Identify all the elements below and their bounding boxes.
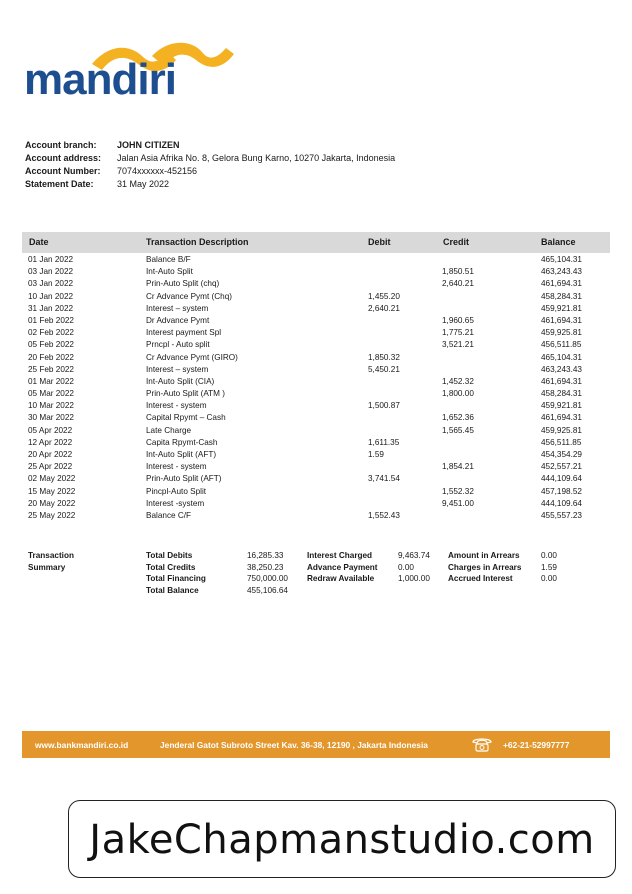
- row-balance: 459,921.81: [541, 303, 582, 313]
- table-row: [22, 400, 610, 412]
- row-debit: 1,500.87: [368, 401, 400, 411]
- row-date: 05 Feb 2022: [28, 340, 74, 350]
- account-number-row: [25, 165, 395, 178]
- summary-title-line2: Summary: [28, 563, 66, 572]
- total-financing-value: 750,000.00: [247, 574, 288, 583]
- table-row: [22, 437, 610, 449]
- row-balance: 459,925.81: [541, 425, 582, 435]
- row-balance: 458,284.31: [541, 389, 582, 399]
- row-description: Int-Auto Split: [146, 267, 193, 277]
- row-description: Interest -system: [146, 498, 205, 508]
- row-date: 10 Jan 2022: [28, 291, 74, 301]
- table-row: [22, 339, 610, 351]
- row-date: 31 Jan 2022: [28, 303, 74, 313]
- table-row: [22, 388, 610, 400]
- total-balance-value: 455,106.64: [247, 586, 288, 595]
- row-description: Pincpl-Auto Split: [146, 486, 207, 496]
- row-debit: 1,850.32: [368, 352, 400, 362]
- row-balance: 456,511.85: [541, 340, 582, 350]
- row-date: 05 Apr 2022: [28, 425, 73, 435]
- row-date: 01 Mar 2022: [28, 376, 74, 386]
- account-number-value: 7074xxxxxx-452156: [117, 166, 198, 176]
- account-branch-row: [25, 139, 395, 152]
- account-address-label: Account address:: [25, 153, 102, 163]
- summary-title-line1: Transaction: [28, 551, 74, 560]
- row-description: Cr Advance Pymt (Chq): [146, 291, 232, 301]
- row-debit: 1,552.43: [368, 510, 400, 520]
- row-balance: 444,109.64: [541, 498, 582, 508]
- row-description: Interest payment Spl: [146, 328, 222, 338]
- table-row: [22, 510, 610, 522]
- row-balance: 455,557.23: [541, 510, 582, 520]
- row-debit: 5,450.21: [368, 364, 400, 374]
- row-date: 25 Feb 2022: [28, 364, 74, 374]
- row-description: Interest – system: [146, 364, 209, 374]
- table-row: [22, 364, 610, 376]
- table-row: [22, 473, 610, 485]
- table-row: [22, 278, 610, 290]
- row-debit: 2,640.21: [368, 303, 400, 313]
- total-debits-label: Total Debits: [146, 551, 193, 560]
- header-credit: Credit: [443, 237, 470, 247]
- row-balance: 457,198.52: [541, 486, 582, 496]
- table-row: [22, 486, 610, 498]
- amount-in-arrears-value: 0.00: [541, 551, 557, 560]
- row-balance: 461,694.31: [541, 376, 582, 386]
- table-row: [22, 498, 610, 510]
- transactions-table-header: [22, 232, 610, 253]
- header-date: Date: [29, 237, 49, 247]
- table-row: [22, 461, 610, 473]
- table-row: [22, 449, 610, 461]
- row-credit: 1,565.45: [442, 425, 474, 435]
- table-row: [22, 266, 610, 278]
- row-date: 03 Jan 2022: [28, 267, 74, 277]
- row-credit: 9,451.00: [442, 498, 474, 508]
- statement-date-row: [25, 178, 395, 191]
- table-row: [22, 327, 610, 339]
- header-description: Transaction Description: [146, 237, 249, 247]
- row-description: Int-Auto Split (AFT): [146, 450, 217, 459]
- watermark-text: JakeChapmanstudio.com: [89, 817, 595, 863]
- row-description: Dr Advance Pymt: [146, 315, 210, 325]
- row-date: 03 Jan 2022: [28, 279, 74, 289]
- account-branch-label: Account branch:: [25, 140, 97, 150]
- row-balance: 459,925.81: [541, 328, 582, 338]
- row-balance: 452,557.21: [541, 462, 582, 472]
- account-branch-value: JOHN CITIZEN: [117, 140, 180, 150]
- table-row: [22, 315, 610, 327]
- table-row: [22, 303, 610, 315]
- row-description: Cr Advance Pymt (GIRO): [146, 352, 238, 362]
- interest-charged-label: Interest Charged: [307, 551, 373, 560]
- row-balance: 461,694.31: [541, 413, 582, 423]
- row-description: Capita Rpymt-Cash: [146, 437, 218, 447]
- transactions-table-body: [22, 254, 610, 522]
- total-balance-label: Total Balance: [146, 586, 199, 595]
- row-description: Capital Rpymt – Cash: [146, 413, 226, 423]
- redraw-available-label: Redraw Available: [307, 574, 375, 583]
- advance-payment-label: Advance Payment: [307, 563, 378, 572]
- row-description: Interest - system: [146, 401, 207, 411]
- row-credit: 1,552.32: [442, 486, 474, 496]
- statement-date-value: 31 May 2022: [117, 179, 170, 189]
- footer-address: Jenderal Gatot Subroto Street Kav. 36-38, 12190 , Jakarta Indonesia: [160, 740, 428, 750]
- row-credit: 1,960.65: [442, 315, 474, 325]
- row-description: Prin-Auto Split (ATM ): [146, 389, 226, 399]
- telephone-icon: [471, 736, 493, 753]
- row-description: Prin-Auto Split (AFT): [146, 474, 222, 484]
- row-balance: 461,694.31: [541, 279, 582, 289]
- row-debit: 1,611.35: [368, 437, 400, 447]
- row-balance: 465,104.31: [541, 255, 582, 264]
- row-date: 02 May 2022: [28, 474, 76, 484]
- total-credits-label: Total Credits: [146, 563, 196, 572]
- amount-in-arrears-label: Amount in Arrears: [448, 551, 520, 560]
- row-date: 15 May 2022: [28, 486, 76, 496]
- row-date: 12 Apr 2022: [28, 437, 73, 447]
- footer-phone[interactable]: +62-21-52997777: [503, 740, 570, 750]
- row-date: 05 Mar 2022: [28, 389, 74, 399]
- redraw-available-value: 1,000.00: [398, 574, 430, 583]
- accrued-interest-value: 0.00: [541, 574, 557, 583]
- row-description: Late Charge: [146, 425, 192, 435]
- row-credit: 1,800.00: [442, 389, 474, 399]
- row-description: Interest - system: [146, 462, 207, 472]
- table-row: [22, 376, 610, 388]
- row-description: Balance C/F: [146, 510, 192, 520]
- row-credit: 1,452.32: [442, 376, 474, 386]
- table-row: [22, 412, 610, 424]
- row-date: 10 Mar 2022: [28, 401, 74, 411]
- row-date: 02 Feb 2022: [28, 328, 74, 338]
- table-row: [22, 254, 610, 266]
- row-credit: 3,521.21: [442, 340, 474, 350]
- row-debit: 1,455.20: [368, 291, 400, 301]
- account-info: [25, 139, 395, 191]
- row-balance: 459,921.81: [541, 401, 582, 411]
- row-debit: 1.59: [368, 450, 384, 459]
- footer-website-link[interactable]: www.bankmandiri.co.id: [35, 740, 129, 750]
- header-debit: Debit: [368, 237, 391, 247]
- charges-in-arrears-label: Charges in Arrears: [448, 563, 522, 572]
- row-credit: 1,652.36: [442, 413, 474, 423]
- account-number-label: Account Number:: [25, 166, 101, 176]
- row-balance: 463,243.43: [541, 364, 582, 374]
- header-balance: Balance: [541, 237, 576, 247]
- statement-date-label: Statement Date:: [25, 179, 94, 189]
- row-credit: 1,775.21: [442, 328, 474, 338]
- row-date: 01 Feb 2022: [28, 315, 74, 325]
- total-credits-value: 38,250.23: [247, 563, 284, 572]
- row-date: 20 Apr 2022: [28, 450, 73, 459]
- total-debits-value: 16,285.33: [247, 551, 284, 560]
- accrued-interest-label: Accrued Interest: [448, 574, 513, 583]
- row-description: Balance B/F: [146, 255, 191, 264]
- row-balance: 456,511.85: [541, 437, 582, 447]
- row-date: 01 Jan 2022: [28, 255, 74, 264]
- row-balance: 463,243.43: [541, 267, 582, 277]
- row-debit: 3,741.54: [368, 474, 400, 484]
- interest-charged-value: 9,463.74: [398, 551, 430, 560]
- row-credit: 2,640.21: [442, 279, 474, 289]
- row-description: Prncpl - Auto split: [146, 340, 210, 350]
- logo-text: mandiri: [24, 55, 176, 104]
- account-address-value: Jalan Asia Afrika No. 8, Gelora Bung Karno, 10270 Jakarta, Indonesia: [117, 153, 396, 163]
- table-row: [22, 291, 610, 303]
- row-date: 25 May 2022: [28, 510, 76, 520]
- row-date: 20 May 2022: [28, 498, 76, 508]
- row-credit: 1,854.21: [442, 462, 474, 472]
- mandiri-logo: [24, 40, 214, 104]
- row-description: Prin-Auto Split (chq): [146, 279, 220, 289]
- row-date: 30 Mar 2022: [28, 413, 74, 423]
- account-address-row: [25, 152, 395, 165]
- row-balance: 454,354.29: [541, 450, 582, 459]
- watermark-box: [68, 800, 616, 878]
- footer-bar: [22, 731, 610, 758]
- row-balance: 465,104.31: [541, 352, 582, 362]
- charges-in-arrears-value: 1.59: [541, 563, 557, 572]
- advance-payment-value: 0.00: [398, 563, 414, 572]
- row-date: 20 Feb 2022: [28, 352, 74, 362]
- row-balance: 458,284.31: [541, 291, 582, 301]
- row-description: Int-Auto Split (CIA): [146, 376, 215, 386]
- row-credit: 1,850.51: [442, 267, 474, 277]
- table-row: [22, 425, 610, 437]
- row-description: Interest – system: [146, 303, 209, 313]
- total-financing-label: Total Financing: [146, 574, 206, 583]
- row-balance: 461,694.31: [541, 315, 582, 325]
- table-row: [22, 352, 610, 364]
- row-balance: 444,109.64: [541, 474, 582, 484]
- row-date: 25 Apr 2022: [28, 462, 73, 472]
